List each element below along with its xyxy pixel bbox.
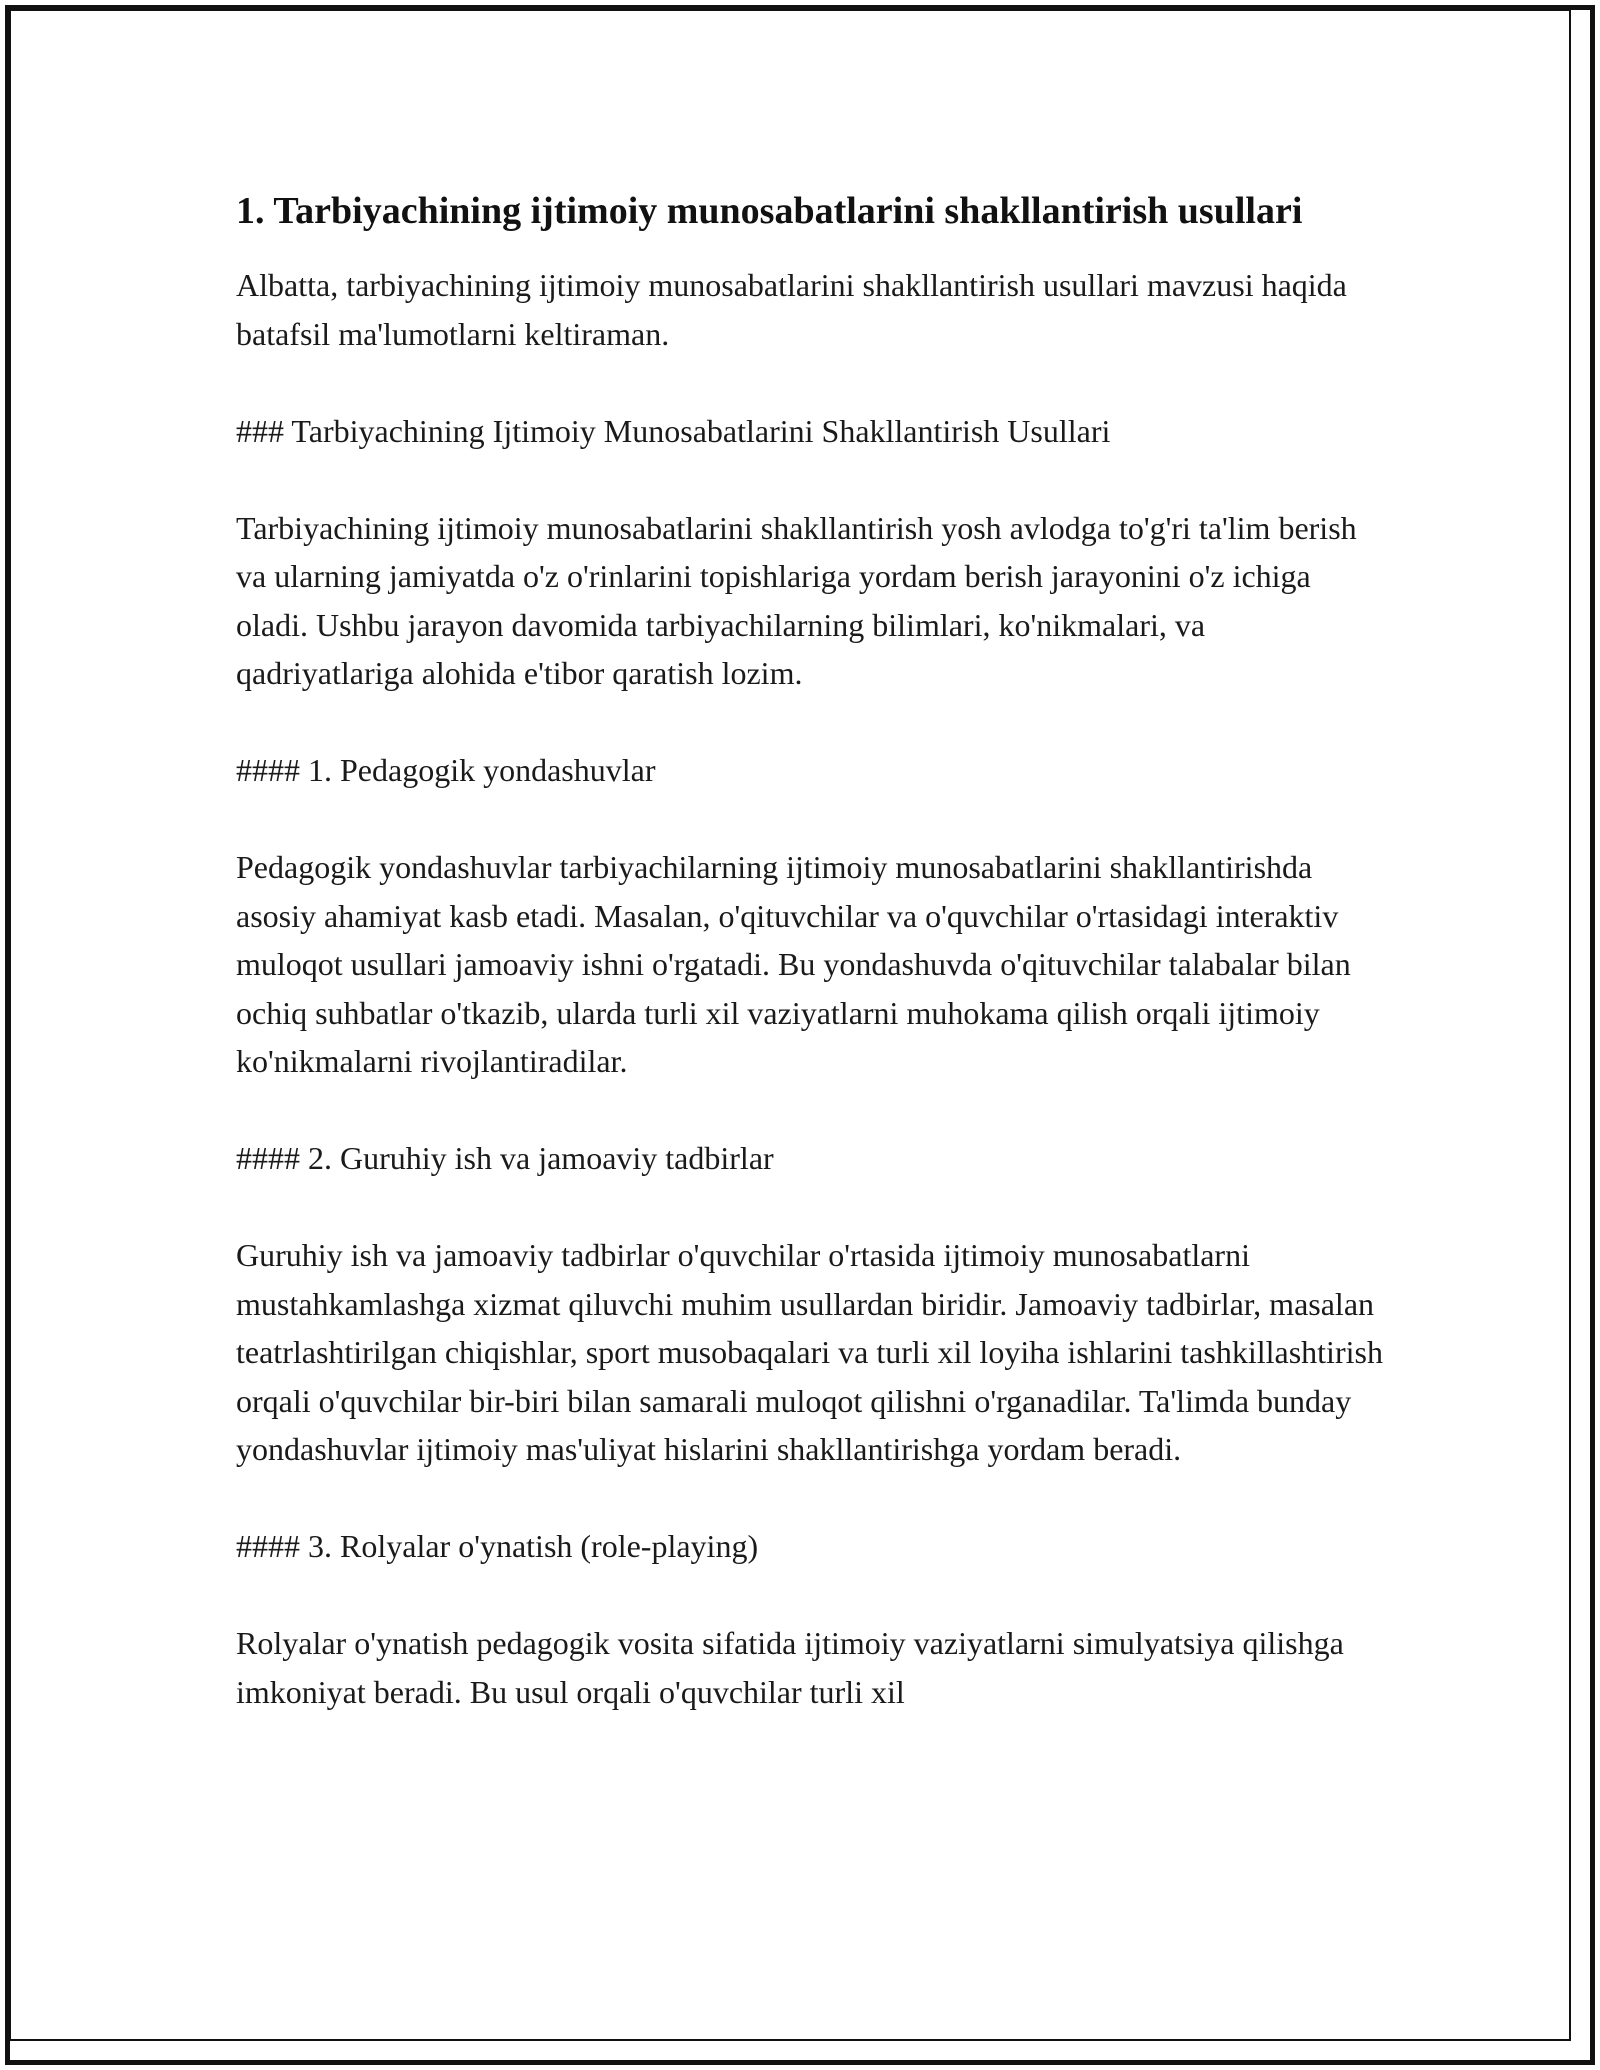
markdown-heading-h4: #### 1. Pedagogik yondashuvlar — [236, 752, 656, 788]
body-paragraph: Guruhiy ish va jamoaviy tadbirlar o'quvchilar o'rtasida ijtimoiy munosabatlarni mustahkamlashga xizmat qiluvchi muhim usullardan biridir. Jamoaviy tadbirlar, masalan teatrlashtirilgan chiqishlar, sport musobaqalari va turli xil loyiha ishlarini tashkillashtirish orqali o'quvchilar bir-biri bilan samarali muloqot qilishni o'rganadilar. Ta'limda bunday yondashuvlar ijtimoiy mas'uliyat hislarini shakllantirishga yordam beradi. — [236, 1237, 1383, 1467]
markdown-heading-h4: #### 2. Guruhiy ish va jamoaviy tadbirlar — [236, 1140, 774, 1176]
intro-paragraph: Albatta, tarbiyachining ijtimoiy munosabatlarini shakllantirish usullari mavzusi haqida batafsil ma'lumotlarni keltiraman. — [236, 267, 1347, 352]
document-title: 1. Tarbiyachining ijtimoiy munosabatlarini shakllantirish usullari — [236, 190, 1303, 232]
body-paragraph: Pedagogik yondashuvlar tarbiyachilarning ijtimoiy munosabatlarini shakllantirishda asosiy ahamiyat kasb etadi. Masalan, o'qituvchilar va o'quvchilar o'rtasidagi interaktiv muloqot usullari jamoaviy ishni o'rgatadi. Bu yondashuvda o'qituvchilar talabalar bilan ochiq suhbatlar o'tkazib, ularda turli xil vaziyatlarni muhokama qilish orqali ijtimoiy ko'nikmalarni rivojlantiradilar. — [236, 849, 1351, 1079]
body-paragraph: Rolyalar o'ynatish pedagogik vosita sifatida ijtimoiy vaziyatlarni simulyatsiya qilishga imkoniyat beradi. Bu usul orqali o'quvchilar turli xil — [236, 1625, 1344, 1710]
document-body — [236, 184, 1386, 1716]
markdown-heading-h4: #### 3. Rolyalar o'ynatish (role-playing) — [236, 1528, 759, 1564]
markdown-heading-h3: ### Tarbiyachining Ijtimoiy Munosabatlarini Shakllantirish Usullari — [236, 412, 1111, 449]
body-paragraph: Tarbiyachining ijtimoiy munosabatlarini shakllantirish yosh avlodga to'g'ri ta'lim berish va ularning jamiyatda o'z o'rinlarini topishlariga yordam berish jarayonini o'z ichiga oladi. Ushbu jarayon davomida tarbiyachilarning bilimlari, ko'nikmalari, va qadriyatlariga alohida e'tibor qaratish lozim. — [236, 509, 1357, 691]
